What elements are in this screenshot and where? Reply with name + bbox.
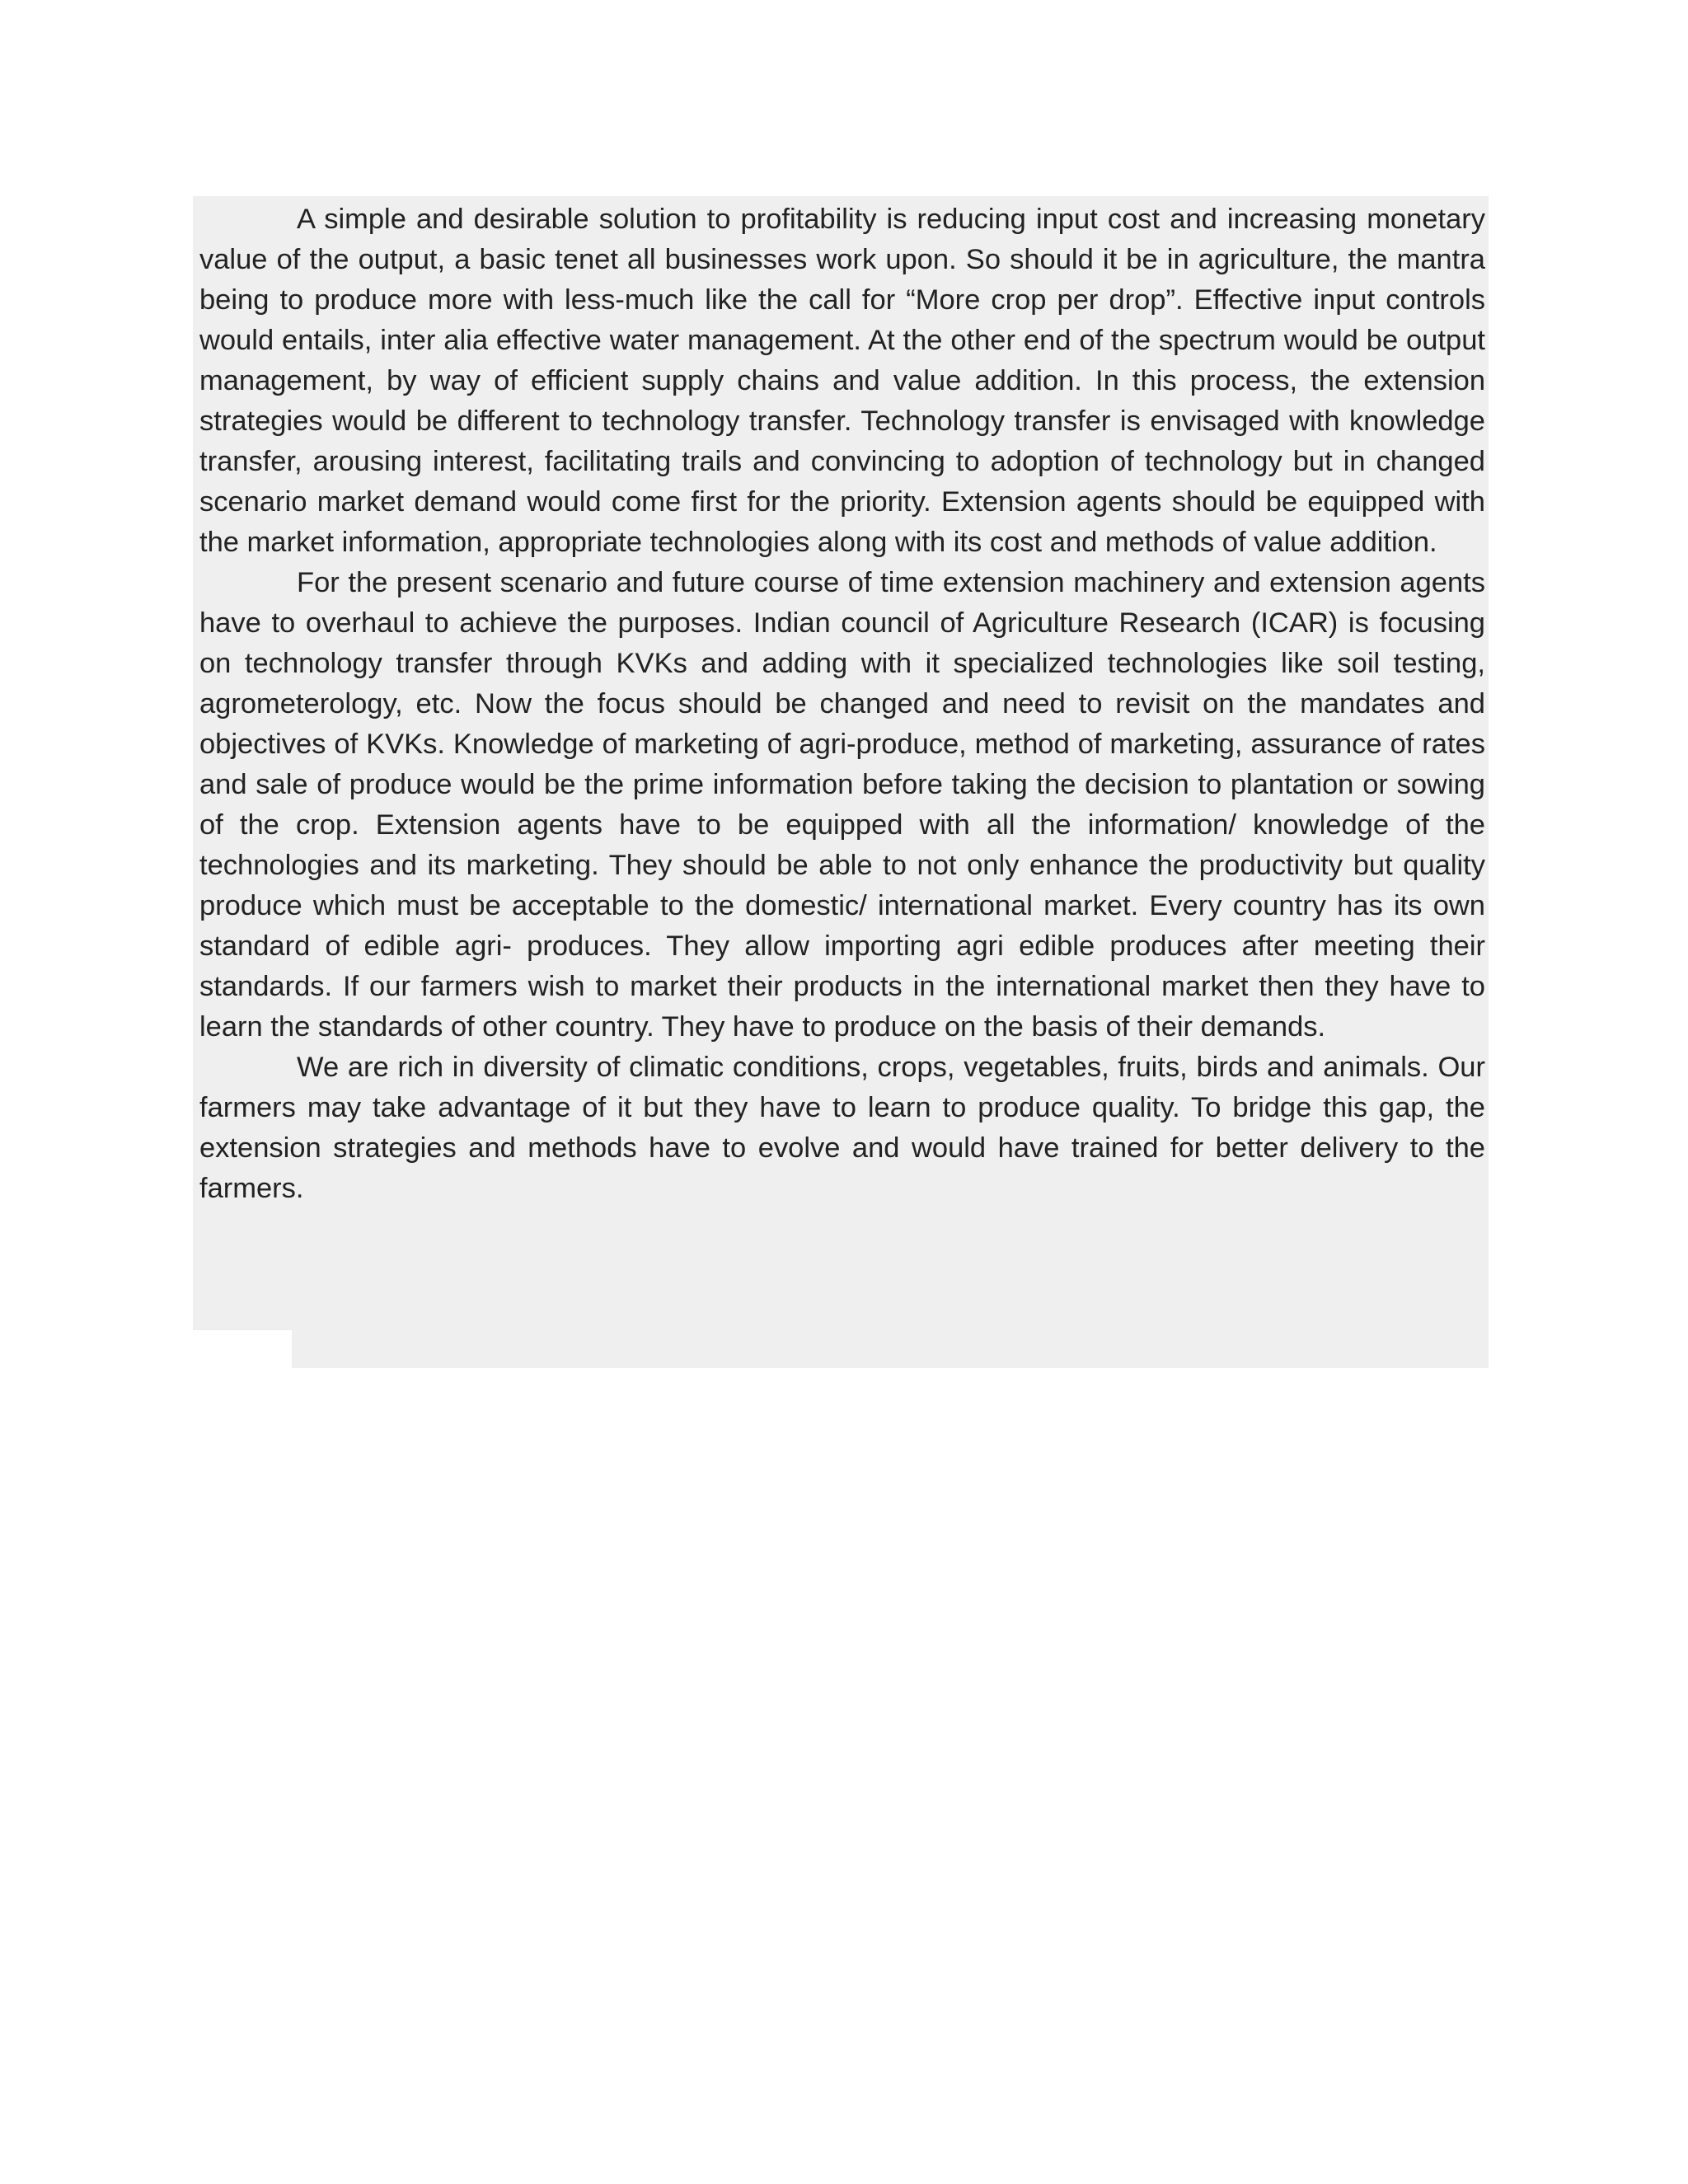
paragraph-extension-machinery: For the present scenario and future course of time extension machinery and extension agents have to overhaul to achieve the purposes. Indian council of Agriculture Research (ICAR) is focusing on technology transfer through KVKs and adding with it specialized technologies like soil testing, agrometerology, etc. Now the focus should be changed and need to revisit on the mandates and objectives of KVKs. Knowledge of marketing of agri-produce, method of marketing, assurance of rates and sale of produce would be the prime information before taking the decision to plantation or sowing of the crop. Extension agents have to be equipped with all the information/ knowledge of the technologies and its marketing. They should be able to not only enhance the productivity but quality produce which must be acceptable to the domestic/ international market. Every country has its own standard of edible agri- produces. They allow importing agri edible produces after meeting their standards. If our farmers wish to market their products in the international market then they have to learn the standards of other country. They have to produce on the basis of their demands. xyxy=(199,567,1485,1043)
paragraph-diversity: We are rich in diversity of climatic conditions, crops, vegetables, fruits, birds and animals. Our farmers may take advantage of it but they have to learn to produce quality. To bridge this gap, the extension strategies and methods have to evolve and would have trained for better delivery to the farmers. xyxy=(199,1052,1485,1204)
body-text xyxy=(199,199,1485,1209)
text-highlight-tail xyxy=(292,1329,1489,1368)
paragraph-profitability: A simple and desirable solution to profitability is reducing input cost and increasing monetary value of the output, a basic tenet all businesses work upon. So should it be in agriculture, the mantra being to produce more with less-much like the call for “More crop per drop”. Effective input controls would entails, inter alia effective water management. At the other end of the spectrum would be output management, by way of efficient supply chains and value addition. In this process, the extension strategies would be different to technology transfer. Technology transfer is envisaged with knowledge transfer, arousing interest, facilitating trails and convincing to adoption of technology but in changed scenario market demand would come first for the priority. Extension agents should be equipped with the market information, appropriate technologies along with its cost and methods of value addition. xyxy=(199,204,1485,558)
